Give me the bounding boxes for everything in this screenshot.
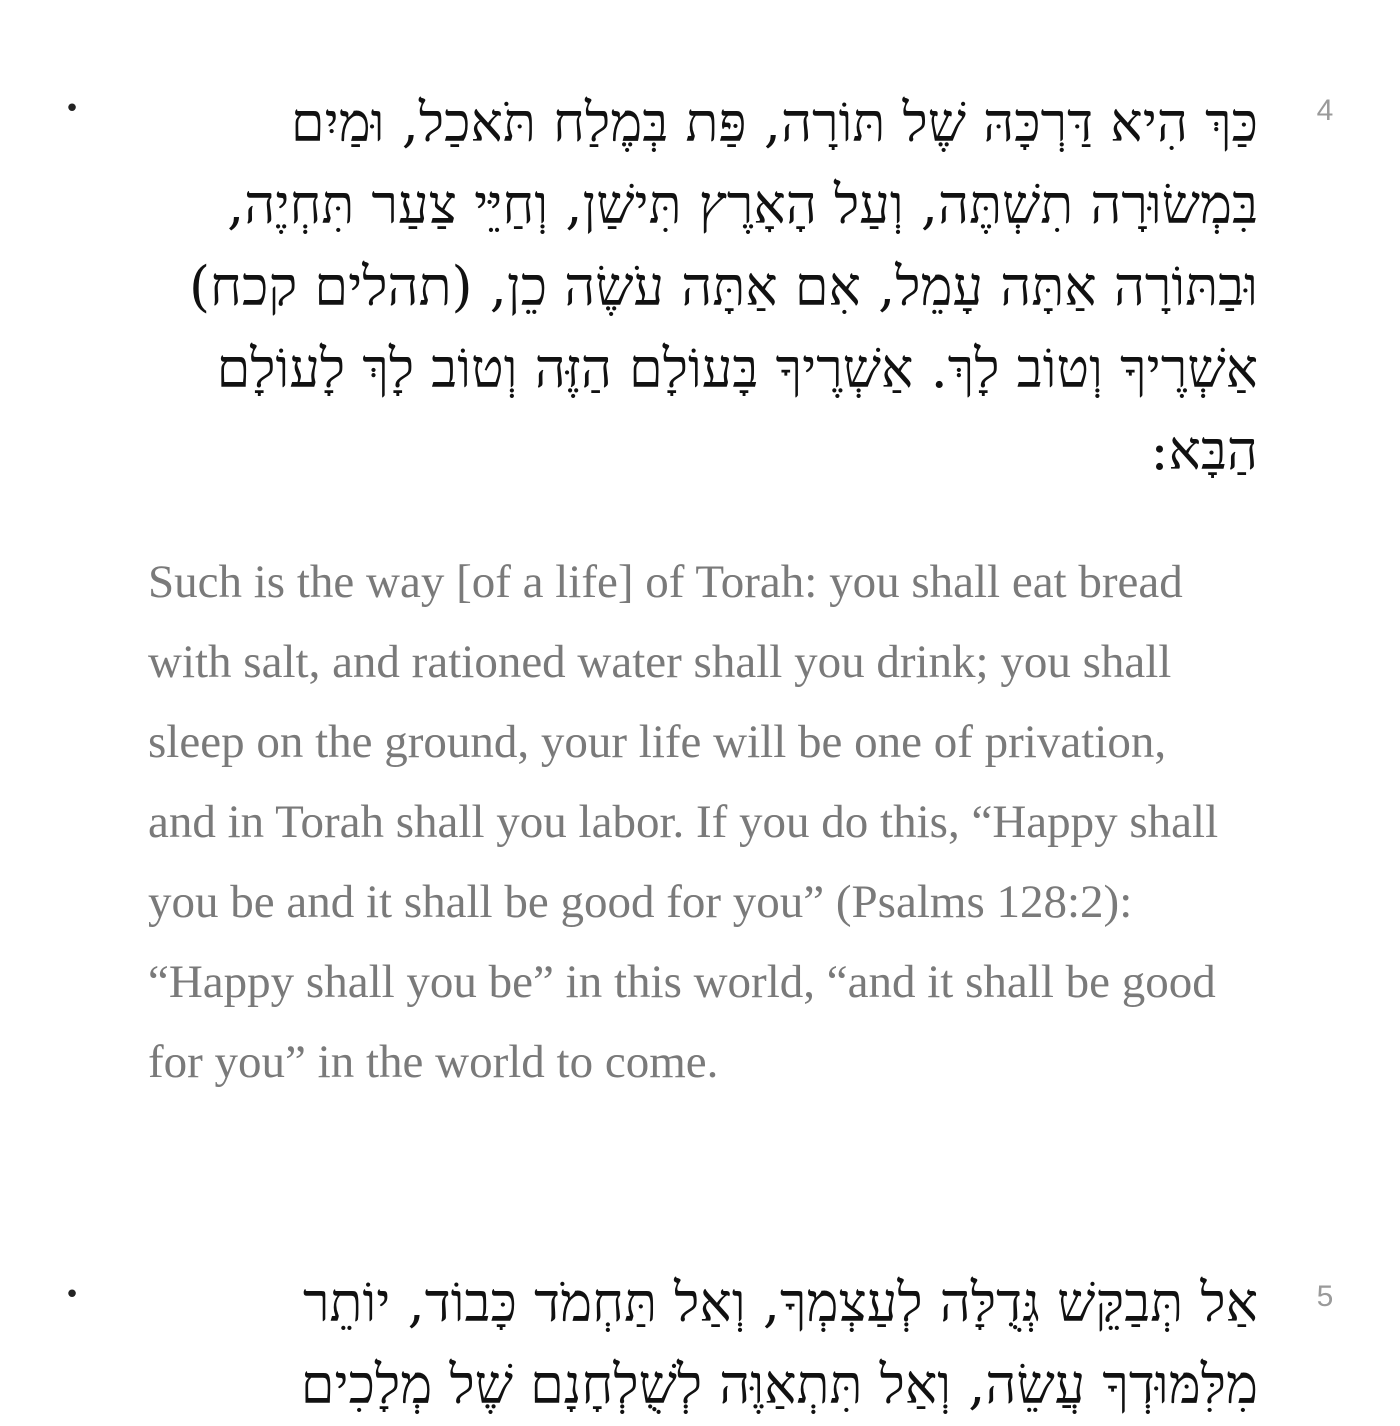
english-translation: Such is the way [of a life] of Torah: you shall eat bread with salt, and rationed water shall you drink; you shall sleep on the ground, your life will be one of privation, and in Torah shall you labor. If you do this, “Happy shall you be and it shall be good for you” (Psalms 128:2): “Happy shall you be” in this world, “and it shall be good for you” in the world to come.: [148, 556, 1219, 1088]
verse-number[interactable]: 5: [1316, 1280, 1334, 1313]
verse-number[interactable]: 4: [1316, 94, 1334, 127]
segment-bullet: •: [64, 1280, 80, 1310]
segment-bullet: •: [64, 94, 80, 124]
hebrew-text: אַל תְּבַקֵּשׁ גְּדֻלָּה לְעַצְמְךָ, וְאַל תַּחְמֹד כָּבוֹד, יוֹתֵר מִלִּמּוּדְךָ עֲשֵׂה, וְאַל תִּתְאַוֶּה לְשֻׁלְחָנָם שֶׁל מְלָכִים: [300, 1271, 1258, 1416]
hebrew-text: כַּךְ הִיא דַּרְכָּהּ שֶׁל תּוֹרָה, פַּת בְּמֶלַח תֹּאכַל, וּמַיִם בִּמְשׂוּרָה תִשְׁתֶּה, וְעַל הָאָרֶץ תִּישַׁן, וְחַיֵּי צַעַר תִּחְיֶה, וּבַתּוֹרָה אַתָּה עָמֵל, אִם אַתָּה עֹשֶׂה כֵן, (תהלים קכח) אַשְׁרֶיךָ וְטוֹב לָךְ. אַשְׁרֶיךָ בָּעוֹלָם הַזֶּה וְטוֹב לָךְ לָעוֹלָם הַבָּא:: [188, 91, 1258, 482]
